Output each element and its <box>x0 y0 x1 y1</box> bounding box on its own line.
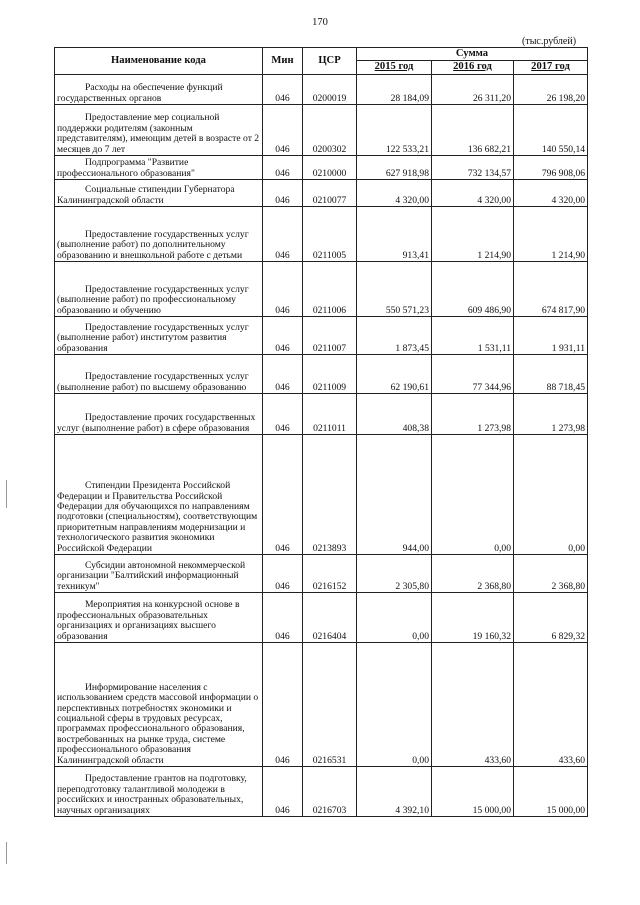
row-2017: 0,00 <box>514 435 588 555</box>
header-summa: Сумма <box>357 48 588 61</box>
table-row <box>55 643 588 767</box>
table-row <box>55 180 588 207</box>
table-row <box>55 156 588 180</box>
row-name: Подпрограмма "Развитие профессионального образования" <box>55 156 263 180</box>
row-name: Предоставление грантов на подготовку, переподготовку талантливой молодежи в российских и иностранных образовательных, научных организациях <box>55 767 263 817</box>
row-2015: 1 873,45 <box>357 317 432 355</box>
table-row <box>55 355 588 394</box>
row-min: 046 <box>263 317 303 355</box>
row-csr: 0211006 <box>303 262 357 317</box>
table-row <box>55 207 588 262</box>
page-number: 170 <box>312 17 328 28</box>
row-2017: 1 273,98 <box>514 394 588 435</box>
unit-label: (тыс.рублей) <box>522 36 577 47</box>
row-2016: 433,60 <box>432 643 514 767</box>
row-2017: 2 368,80 <box>514 555 588 593</box>
row-2016: 0,00 <box>432 435 514 555</box>
row-2017: 433,60 <box>514 643 588 767</box>
row-2015: 28 184,09 <box>357 75 432 105</box>
header-year-2015: 2015 год <box>357 61 432 75</box>
row-csr: 0211007 <box>303 317 357 355</box>
row-name: Расходы на обеспечение функций государственных органов <box>55 75 263 105</box>
row-min: 046 <box>263 105 303 156</box>
row-min: 046 <box>263 394 303 435</box>
row-name: Субсидии автономной некоммерческой организации "Балтийский информационный техникум" <box>55 555 263 593</box>
row-min: 046 <box>263 435 303 555</box>
row-csr: 0211005 <box>303 207 357 262</box>
row-2017: 1 214,90 <box>514 207 588 262</box>
row-min: 046 <box>263 262 303 317</box>
row-csr: 0216531 <box>303 643 357 767</box>
row-2017: 26 198,20 <box>514 75 588 105</box>
row-2017: 140 550,14 <box>514 105 588 156</box>
header-name: Наименование кода <box>55 48 263 75</box>
row-csr: 0211009 <box>303 355 357 394</box>
row-2016: 4 320,00 <box>432 180 514 207</box>
row-2016: 609 486,90 <box>432 262 514 317</box>
row-csr: 0216703 <box>303 767 357 817</box>
row-2015: 944,00 <box>357 435 432 555</box>
row-2016: 2 368,80 <box>432 555 514 593</box>
row-min: 046 <box>263 767 303 817</box>
table-row <box>55 105 588 156</box>
row-csr: 0216404 <box>303 593 357 643</box>
row-min: 046 <box>263 593 303 643</box>
row-2016: 15 000,00 <box>432 767 514 817</box>
row-min: 046 <box>263 207 303 262</box>
row-2015: 2 305,80 <box>357 555 432 593</box>
table-row <box>55 317 588 355</box>
header-row-top <box>55 48 588 61</box>
row-name: Мероприятия на конкурсной основе в профессиональных образовательных организациях и организациях высшего образования <box>55 593 263 643</box>
row-2015: 408,38 <box>357 394 432 435</box>
row-2016: 1 214,90 <box>432 207 514 262</box>
row-2017: 674 817,90 <box>514 262 588 317</box>
row-2015: 4 320,00 <box>357 180 432 207</box>
row-2017: 88 718,45 <box>514 355 588 394</box>
scan-edge-mark <box>6 842 7 864</box>
row-name: Информирование населения с использованием средств массовой информации о перспективных потребностях экономики и социальной сферы в трудовых ресурсах, программах профессионального образования, востребованных на рынке труда, системе профессионального образования Калининградской области <box>55 643 263 767</box>
row-2017: 796 908,06 <box>514 156 588 180</box>
header-min: Мин <box>263 48 303 75</box>
row-name: Предоставление мер социальной поддержки родителям (законным представителям), имеющим детей в возрасте от 2 месяцев до 7 лет <box>55 105 263 156</box>
row-csr: 0200302 <box>303 105 357 156</box>
row-2015: 913,41 <box>357 207 432 262</box>
row-csr: 0216152 <box>303 555 357 593</box>
row-2015: 62 190,61 <box>357 355 432 394</box>
row-2015: 627 918,98 <box>357 156 432 180</box>
row-2016: 1 531,11 <box>432 317 514 355</box>
table-row <box>55 593 588 643</box>
header-year-2016: 2016 год <box>432 61 514 75</box>
row-name: Предоставление государственных услуг (выполнение работ) по дополнительному образованию и внешкольной работе с детьми <box>55 207 263 262</box>
row-name: Социальные стипендии Губернатора Калининградской области <box>55 180 263 207</box>
row-csr: 0210077 <box>303 180 357 207</box>
row-2017: 6 829,32 <box>514 593 588 643</box>
table-row <box>55 394 588 435</box>
table-row <box>55 555 588 593</box>
row-csr: 0211011 <box>303 394 357 435</box>
row-2015: 122 533,21 <box>357 105 432 156</box>
table-row <box>55 767 588 817</box>
row-csr: 0200019 <box>303 75 357 105</box>
row-2016: 77 344,96 <box>432 355 514 394</box>
row-2017: 1 931,11 <box>514 317 588 355</box>
header-year-2017: 2017 год <box>514 61 588 75</box>
row-name: Предоставление государственных услуг (выполнение работ) по профессиональному образованию и обучению <box>55 262 263 317</box>
header-csr: ЦСР <box>303 48 357 75</box>
row-name: Предоставление государственных услуг (выполнение работ) по высшему образованию <box>55 355 263 394</box>
row-2015: 0,00 <box>357 643 432 767</box>
row-min: 046 <box>263 643 303 767</box>
row-min: 046 <box>263 355 303 394</box>
row-2015: 4 392,10 <box>357 767 432 817</box>
row-min: 046 <box>263 75 303 105</box>
row-csr: 0210000 <box>303 156 357 180</box>
scan-edge-mark <box>6 480 7 508</box>
table-row <box>55 75 588 105</box>
budget-table <box>54 47 588 817</box>
row-min: 046 <box>263 156 303 180</box>
row-2016: 19 160,32 <box>432 593 514 643</box>
row-2016: 1 273,98 <box>432 394 514 435</box>
row-min: 046 <box>263 180 303 207</box>
row-name: Стипендии Президента Российской Федерации и Правительства Российской Федерации для обучающихся по направлениям подготовки (специальностям), соответствующим приоритетным направлениям модернизации и технологического развития экономики Российской Федерации <box>55 435 263 555</box>
row-2016: 26 311,20 <box>432 75 514 105</box>
row-2016: 732 134,57 <box>432 156 514 180</box>
row-2015: 550 571,23 <box>357 262 432 317</box>
row-2017: 4 320,00 <box>514 180 588 207</box>
table-row <box>55 262 588 317</box>
table-row <box>55 435 588 555</box>
row-name: Предоставление государственных услуг (выполнение работ) институтом развития образования <box>55 317 263 355</box>
row-csr: 0213893 <box>303 435 357 555</box>
row-2017: 15 000,00 <box>514 767 588 817</box>
row-2015: 0,00 <box>357 593 432 643</box>
row-min: 046 <box>263 555 303 593</box>
row-2016: 136 682,21 <box>432 105 514 156</box>
row-name: Предоставление прочих государственных услуг (выполнение работ) в сфере образования <box>55 394 263 435</box>
